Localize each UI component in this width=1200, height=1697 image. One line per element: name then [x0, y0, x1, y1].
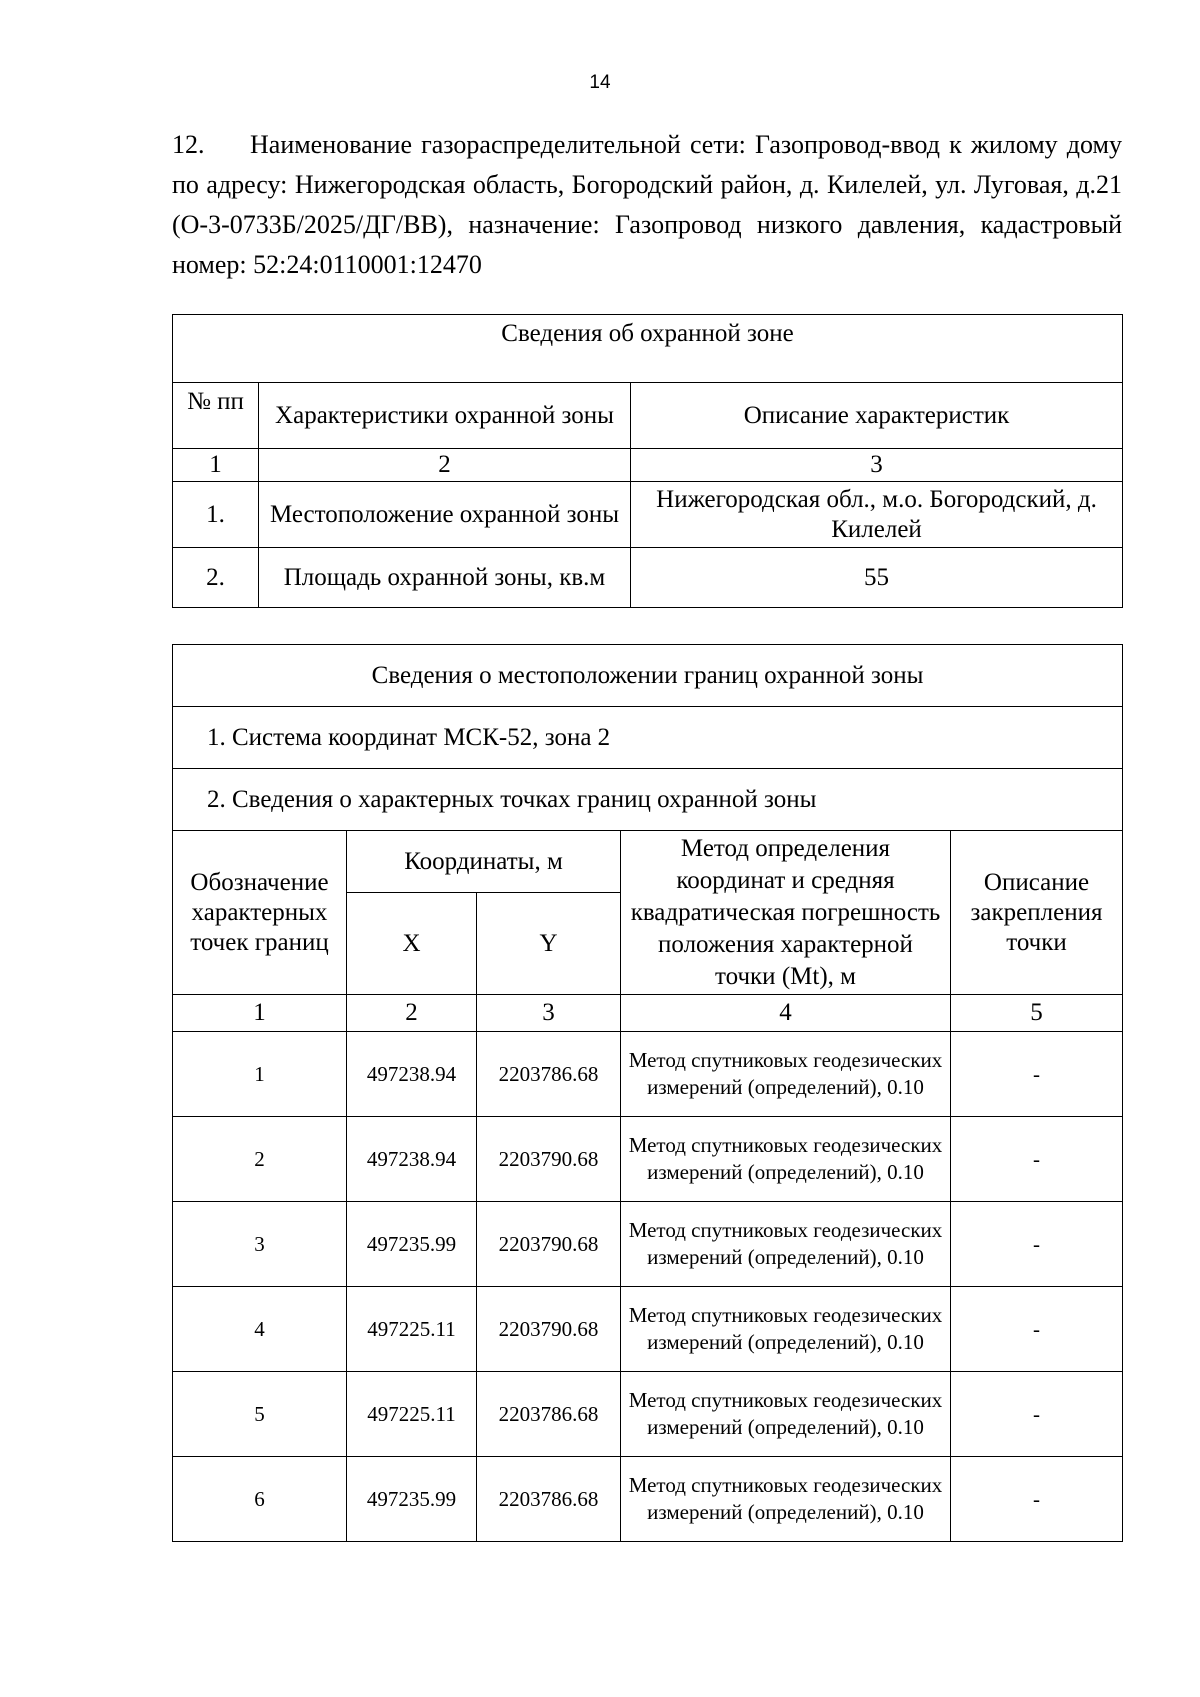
- col-number: 1: [173, 449, 259, 482]
- point-x: 497238.94: [347, 1117, 477, 1202]
- boundary-points-table: [172, 644, 1123, 1542]
- table-row: [173, 482, 1123, 548]
- header-designation: Обозначение характерных точек границ: [173, 831, 347, 995]
- table-row: [173, 1372, 1123, 1457]
- bounds-table-title: Сведения о местоположении границ охранной зоны: [173, 645, 1123, 707]
- point-y: 2203790.68: [477, 1202, 621, 1287]
- point-y: 2203790.68: [477, 1287, 621, 1372]
- point-id: 4: [173, 1287, 347, 1372]
- point-y: 2203786.68: [477, 1457, 621, 1542]
- point-method: Метод спутниковых геодезических измерений (определений), 0.10: [621, 1202, 951, 1287]
- point-x: 497225.11: [347, 1287, 477, 1372]
- zone-table-title: Сведения об охранной зоне: [173, 315, 1123, 383]
- point-id: 5: [173, 1372, 347, 1457]
- header-num: № пп: [173, 383, 259, 449]
- point-x: 497235.99: [347, 1202, 477, 1287]
- header-x: X: [347, 893, 477, 995]
- row-num: 1.: [173, 482, 259, 548]
- section-number: 12.: [172, 130, 205, 159]
- point-method: Метод спутниковых геодезических измерений (определений), 0.10: [621, 1287, 951, 1372]
- header-fixing: Описание закрепления точки: [951, 831, 1123, 995]
- point-id: 6: [173, 1457, 347, 1542]
- col-number: 5: [951, 995, 1123, 1032]
- point-fixing: -: [951, 1032, 1123, 1117]
- header-characteristics: Характеристики охранной зоны: [259, 383, 631, 449]
- header-y: Y: [477, 893, 621, 995]
- point-y: 2203790.68: [477, 1117, 621, 1202]
- col-number: 4: [621, 995, 951, 1032]
- header-method: Метод определения координат и средняя квадратическая погрешность положения характерной точки (Mt), м: [621, 831, 951, 995]
- point-fixing: -: [951, 1202, 1123, 1287]
- point-method: Метод спутниковых геодезических измерений (определений), 0.10: [621, 1117, 951, 1202]
- row-name: Местоположение охранной зоны: [259, 482, 631, 548]
- point-x: 497238.94: [347, 1032, 477, 1117]
- table-row: [173, 548, 1123, 608]
- col-number: 3: [631, 449, 1123, 482]
- header-description: Описание характеристик: [631, 383, 1123, 449]
- points-title: 2. Сведения о характерных точках границ охранной зоны: [173, 769, 1123, 831]
- point-x: 497235.99: [347, 1457, 477, 1542]
- point-method: Метод спутниковых геодезических измерений (определений), 0.10: [621, 1372, 951, 1457]
- table-row: [173, 1457, 1123, 1542]
- point-id: 3: [173, 1202, 347, 1287]
- point-fixing: -: [951, 1287, 1123, 1372]
- row-num: 2.: [173, 548, 259, 608]
- col-number: 2: [259, 449, 631, 482]
- col-number: 1: [173, 995, 347, 1032]
- col-number: 2: [347, 995, 477, 1032]
- table-row: [173, 1287, 1123, 1372]
- point-fixing: -: [951, 1117, 1123, 1202]
- section-text: Наименование газораспределительной сети: Газопровод-ввод к жилому дому по адресу: Нижегородская область, Богородский район, д. Килелей, ул. Луговая, д.21 (О-3-0733Б/2025/ДГ/ВВ), назначение: Газопровод низкого давления, кадастровый номер: 52:24:0110001:12470: [172, 130, 1122, 279]
- table-row: [173, 1202, 1123, 1287]
- point-y: 2203786.68: [477, 1372, 621, 1457]
- table-row: [173, 1032, 1123, 1117]
- coord-system: 1. Система координат МСК-52, зона 2: [173, 707, 1123, 769]
- row-value: 55: [631, 548, 1123, 608]
- point-x: 497225.11: [347, 1372, 477, 1457]
- point-id: 2: [173, 1117, 347, 1202]
- header-coords: Координаты, м: [347, 831, 621, 893]
- point-fixing: -: [951, 1372, 1123, 1457]
- zone-info-table: [172, 314, 1123, 608]
- page-number: 14: [589, 72, 611, 93]
- point-method: Метод спутниковых геодезических измерений (определений), 0.10: [621, 1032, 951, 1117]
- table-row: [173, 1117, 1123, 1202]
- row-name: Площадь охранной зоны, кв.м: [259, 548, 631, 608]
- point-id: 1: [173, 1032, 347, 1117]
- col-number: 3: [477, 995, 621, 1032]
- point-fixing: -: [951, 1457, 1123, 1542]
- point-method: Метод спутниковых геодезических измерений (определений), 0.10: [621, 1457, 951, 1542]
- point-y: 2203786.68: [477, 1032, 621, 1117]
- section-heading: [172, 125, 1122, 285]
- row-value: Нижегородская обл., м.о. Богородский, д. Килелей: [631, 482, 1123, 548]
